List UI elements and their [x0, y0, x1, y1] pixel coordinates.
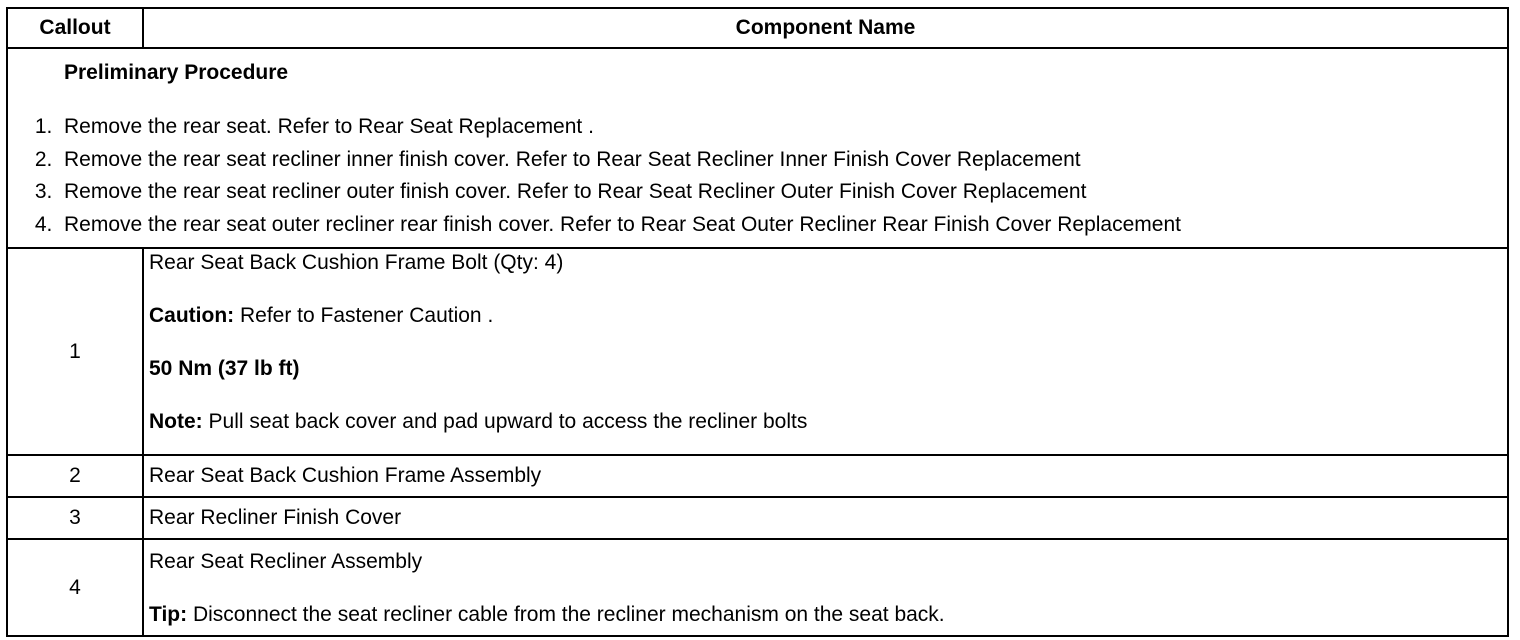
component-cell: [143, 248, 1508, 455]
callout-number: 1: [7, 248, 143, 455]
preliminary-row: [7, 48, 1508, 248]
note-line: [149, 408, 1507, 435]
step-number: 3.: [34, 180, 53, 203]
step-text: Remove the rear seat outer recliner rear finish cover. Refer to Rear Seat Outer Recliner Rear Finish Cover Replacement: [64, 212, 1181, 236]
tip-label: Tip:: [149, 603, 188, 626]
step-number: 4.: [34, 212, 53, 236]
header-callout: Callout: [7, 8, 143, 48]
component-name: Rear Recliner Finish Cover: [143, 497, 1508, 539]
component-cell: [143, 539, 1508, 636]
table-row: [7, 248, 1508, 455]
header-row: [7, 8, 1508, 48]
table-row: [7, 497, 1508, 539]
header-component-name: Component Name: [143, 8, 1508, 48]
component-name: Rear Seat Recliner Assembly: [149, 550, 423, 573]
component-name: Rear Seat Back Cushion Frame Bolt (Qty: 4): [149, 251, 564, 274]
preliminary-step: [8, 209, 1507, 242]
step-number: 1.: [34, 115, 53, 138]
preliminary-step: [8, 176, 1507, 209]
preliminary-step: [8, 144, 1507, 177]
caution-line: [149, 302, 1507, 329]
tip-line: [149, 601, 1507, 628]
preliminary-title: Preliminary Procedure: [64, 61, 289, 84]
preliminary-step: [8, 111, 1507, 144]
torque-spec: 50 Nm (37 lb ft): [149, 357, 300, 380]
component-table-wrapper: [6, 7, 1509, 637]
component-name: Rear Seat Back Cushion Frame Assembly: [143, 455, 1508, 497]
step-text: Remove the rear seat recliner outer finish cover. Refer to Rear Seat Recliner Outer Finish Cover Replacement: [64, 180, 1087, 203]
preliminary-steps: [8, 111, 1507, 241]
caution-label: Caution:: [149, 304, 235, 327]
caution-text: Refer to Fastener Caution .: [234, 304, 494, 327]
tip-text: Disconnect the seat recliner cable from the recliner mechanism on the seat back.: [187, 603, 945, 626]
table-row: [7, 455, 1508, 497]
step-text: Remove the rear seat. Refer to Rear Seat Replacement .: [64, 115, 594, 138]
callout-number: 2: [7, 455, 143, 497]
step-text: Remove the rear seat recliner inner finish cover. Refer to Rear Seat Recliner Inner Finish Cover Replacement: [64, 147, 1081, 171]
callout-number: 4: [7, 539, 143, 636]
note-label: Note:: [149, 410, 203, 433]
step-number: 2.: [34, 147, 53, 171]
note-text: Pull seat back cover and pad upward to access the recliner bolts: [202, 410, 808, 433]
callout-number: 3: [7, 497, 143, 539]
table-row: [7, 539, 1508, 636]
component-table: [6, 7, 1509, 637]
preliminary-cell: [7, 48, 1508, 248]
